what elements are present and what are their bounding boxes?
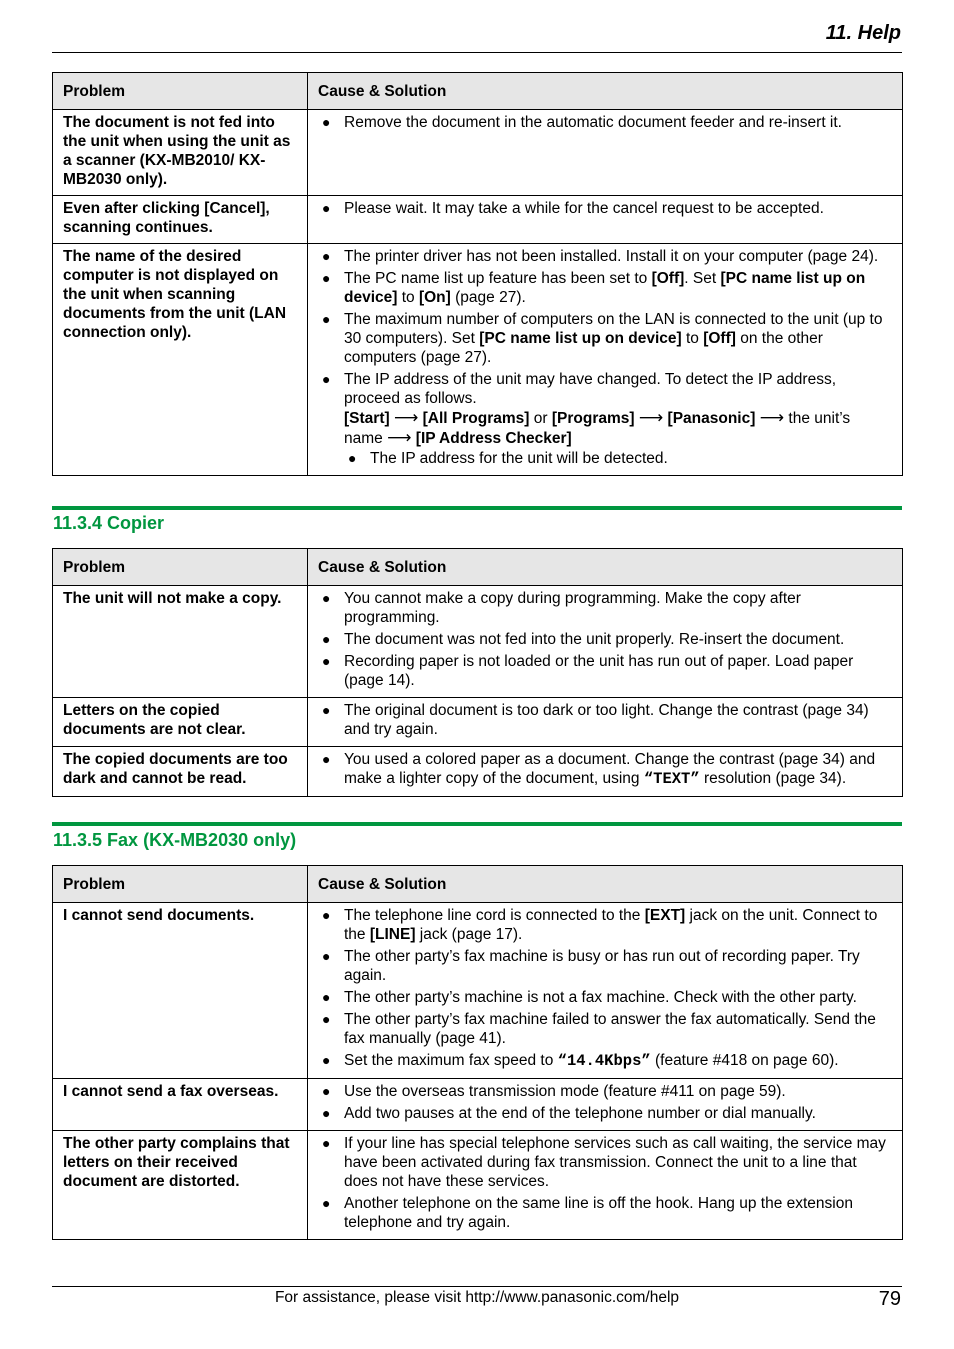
fax-troubleshooting-table — [52, 865, 903, 1240]
table-row — [53, 747, 903, 797]
solution-text: The IP address of the unit may have changed. To detect the IP address, proceed as follows. — [344, 371, 837, 407]
table-row — [53, 196, 903, 244]
solution-item — [318, 310, 892, 367]
solution-text: . Set — [684, 270, 721, 287]
solution-cell — [308, 196, 903, 244]
table-row — [53, 110, 903, 196]
bullet-icon: ● — [322, 1083, 331, 1099]
solution-item — [318, 1010, 892, 1048]
solution-text: jack on the unit. Connect to the — [344, 907, 878, 943]
solution-item — [318, 247, 892, 266]
problem-cell: Even after clicking [Cancel], scanning continues. — [53, 196, 308, 244]
problem-column-header: Problem — [53, 549, 308, 586]
problem-cell: The other party complains that letters on their received document are distorted. — [53, 1131, 308, 1240]
bullet-icon: ● — [322, 948, 331, 964]
menu-step: [Panasonic] — [667, 410, 756, 427]
solution-text: Recording paper is not loaded or the unit has run out of paper. Load paper (page 14). — [344, 653, 854, 689]
solution-text: Set the maximum fax speed to — [344, 1052, 558, 1069]
bullet-icon: ● — [322, 270, 331, 286]
solution-item — [318, 1051, 892, 1071]
footer-assistance-text: For assistance, please visit http://www.panasonic.com/help — [274, 1289, 680, 1306]
bullet-icon: ● — [322, 311, 331, 327]
problem-cell: The name of the desired computer is not displayed on the unit when scanning documents from the unit (LAN connection only). — [53, 244, 308, 476]
setting-name: [PC name list up on device] — [344, 270, 866, 306]
table-header-row — [53, 73, 903, 110]
table-row — [53, 698, 903, 747]
bullet-icon: ● — [322, 1011, 331, 1027]
solution-item — [318, 370, 892, 468]
footer-rule — [52, 1286, 902, 1287]
solution-item — [318, 906, 892, 944]
problem-cell: The copied documents are too dark and cannot be read. — [53, 747, 308, 797]
solution-item — [318, 630, 892, 649]
bullet-icon: ● — [322, 907, 331, 923]
solution-item — [318, 199, 892, 218]
bullet-icon: ● — [322, 1195, 331, 1211]
problem-cell: I cannot send documents. — [53, 903, 308, 1079]
menu-step: [All Programs] — [422, 410, 530, 427]
solution-item — [318, 947, 892, 985]
solution-text: Remove the document in the automatic document feeder and re-insert it. — [344, 114, 842, 131]
setting-value: [Off] — [651, 270, 685, 287]
solution-item — [318, 113, 892, 132]
bullet-icon: ● — [322, 590, 331, 606]
solution-text: resolution (page 34). — [699, 770, 847, 787]
solution-cell — [308, 244, 903, 476]
resolution-setting: “TEXT” — [643, 770, 700, 788]
problem-cell: The document is not fed into the unit when using the unit as a scanner (KX-MB2010/ KX-MB2030 only). — [53, 110, 308, 196]
solution-item — [318, 589, 892, 627]
solution-text: The printer driver has not been installed. Install it on your computer (page 24). — [344, 248, 879, 265]
menu-step: [IP Address Checker] — [415, 430, 572, 447]
solution-text: to — [681, 330, 704, 347]
solution-text: The PC name list up feature has been set to — [344, 270, 652, 287]
bullet-icon: ● — [322, 989, 331, 1005]
solution-text: Please wait. It may take a while for the cancel request to be accepted. — [344, 200, 824, 217]
menu-step: [Start] — [344, 410, 390, 427]
problem-cell: Letters on the copied documents are not clear. — [53, 698, 308, 747]
solution-item — [318, 1104, 892, 1123]
solution-text: (page 27). — [450, 289, 526, 306]
solution-text: The other party’s fax machine is busy or has run out of recording paper. Try again. — [344, 948, 860, 984]
bullet-icon: ● — [322, 1105, 331, 1121]
jack-label: [EXT] — [644, 907, 686, 924]
bullet-icon: ● — [322, 114, 331, 130]
setting-value: [Off] — [703, 330, 736, 347]
solution-cell — [308, 903, 903, 1079]
solution-text: You used a colored paper as a document. Change the contrast (page 34) and make a lighter copy of the document, using — [344, 751, 876, 787]
section-title-fax: 11.3.5 Fax (KX-MB2030 only) — [53, 830, 297, 850]
jack-label: [LINE] — [369, 926, 416, 943]
problem-cell: I cannot send a fax overseas. — [53, 1079, 308, 1131]
table-row — [53, 1131, 903, 1240]
solution-text: The document was not fed into the unit properly. Re-insert the document. — [344, 631, 845, 648]
solution-text: The telephone line cord is connected to the — [344, 907, 645, 924]
solution-text: Another telephone on the same line is off the hook. Hang up the extension telephone and try again. — [344, 1195, 853, 1231]
solution-item — [318, 1134, 892, 1191]
scanner-troubleshooting-table — [52, 72, 903, 476]
arrow-right-icon: ⟶ — [393, 408, 419, 427]
cause-column-header: Cause & Solution — [308, 73, 903, 110]
menu-step: [Programs] — [551, 410, 635, 427]
sub-solution-item — [344, 449, 892, 468]
page-number: 79 — [878, 1288, 901, 1310]
solution-text: The other party’s fax machine failed to answer the fax automatically. Send the fax manually (page 41). — [344, 1011, 876, 1047]
arrow-right-icon: ⟶ — [387, 428, 412, 447]
bullet-icon: ● — [322, 702, 331, 718]
cause-column-header: Cause & Solution — [308, 549, 903, 586]
solution-text: or — [529, 410, 552, 427]
problem-cell: The unit will not make a copy. — [53, 586, 308, 698]
bullet-icon: ● — [322, 200, 331, 216]
cause-column-header: Cause & Solution — [308, 866, 903, 903]
table-header-row — [53, 549, 903, 586]
section-title-copier: 11.3.4 Copier — [53, 513, 165, 533]
table-row — [53, 244, 903, 476]
solution-text: Add two pauses at the end of the telephone number or dial manually. — [344, 1105, 816, 1122]
solution-cell — [308, 110, 903, 196]
solution-text: If your line has special telephone services such as call waiting, the service may have been activated during fax transmission. Connect the unit to a line that does not have these services. — [344, 1135, 886, 1190]
solution-text: The maximum number of computers on the LAN is connected to the unit (up to 30 computers). Set — [344, 311, 883, 347]
solution-cell — [308, 747, 903, 797]
problem-column-header: Problem — [53, 866, 308, 903]
section-rule — [52, 506, 902, 510]
table-row — [53, 586, 903, 698]
solution-text: Use the overseas transmission mode (feature #411 on page 59). — [344, 1083, 786, 1100]
solution-item — [318, 269, 892, 307]
solution-item — [318, 701, 892, 739]
solution-text: on the other computers (page 27). — [344, 330, 823, 366]
header-rule — [52, 52, 902, 53]
copier-troubleshooting-table — [52, 548, 903, 797]
table-header-row — [53, 866, 903, 903]
solution-text: the unit’s name — [344, 410, 851, 447]
bullet-icon: ● — [322, 653, 331, 669]
solution-text: to — [397, 289, 419, 306]
problem-column-header: Problem — [53, 73, 308, 110]
fax-speed-setting: “14.4Kbps” — [557, 1052, 651, 1070]
section-rule — [52, 822, 902, 826]
chapter-title: 11. Help — [825, 22, 901, 44]
solution-text: You cannot make a copy during programming. Make the copy after programming. — [344, 590, 801, 626]
bullet-icon: ● — [322, 248, 331, 264]
bullet-icon: ● — [322, 1135, 331, 1151]
solution-item — [318, 988, 892, 1007]
solution-text: (feature #418 on page 60). — [650, 1052, 839, 1069]
arrow-right-icon: ⟶ — [759, 408, 785, 427]
bullet-icon: ● — [322, 751, 331, 767]
setting-name: [PC name list up on device] — [479, 330, 682, 347]
solution-item — [318, 750, 892, 789]
solution-text: The IP address for the unit will be detected. — [370, 450, 668, 467]
arrow-right-icon: ⟶ — [638, 408, 664, 427]
setting-value: [On] — [418, 289, 451, 306]
solution-text: The original document is too dark or too light. Change the contrast (page 34) and try again. — [344, 702, 869, 738]
solution-text: The other party’s machine is not a fax machine. Check with the other party. — [344, 989, 857, 1006]
table-row — [53, 1079, 903, 1131]
bullet-icon: ● — [322, 631, 331, 647]
solution-cell — [308, 586, 903, 698]
solution-item — [318, 1082, 892, 1101]
solution-cell — [308, 698, 903, 747]
solution-cell — [308, 1131, 903, 1240]
solution-item — [318, 652, 892, 690]
bullet-icon: ● — [348, 450, 357, 466]
solution-text: jack (page 17). — [415, 926, 523, 943]
table-row — [53, 903, 903, 1079]
bullet-icon: ● — [322, 371, 331, 387]
bullet-icon: ● — [322, 1052, 331, 1068]
solution-cell — [308, 1079, 903, 1131]
solution-item — [318, 1194, 892, 1232]
